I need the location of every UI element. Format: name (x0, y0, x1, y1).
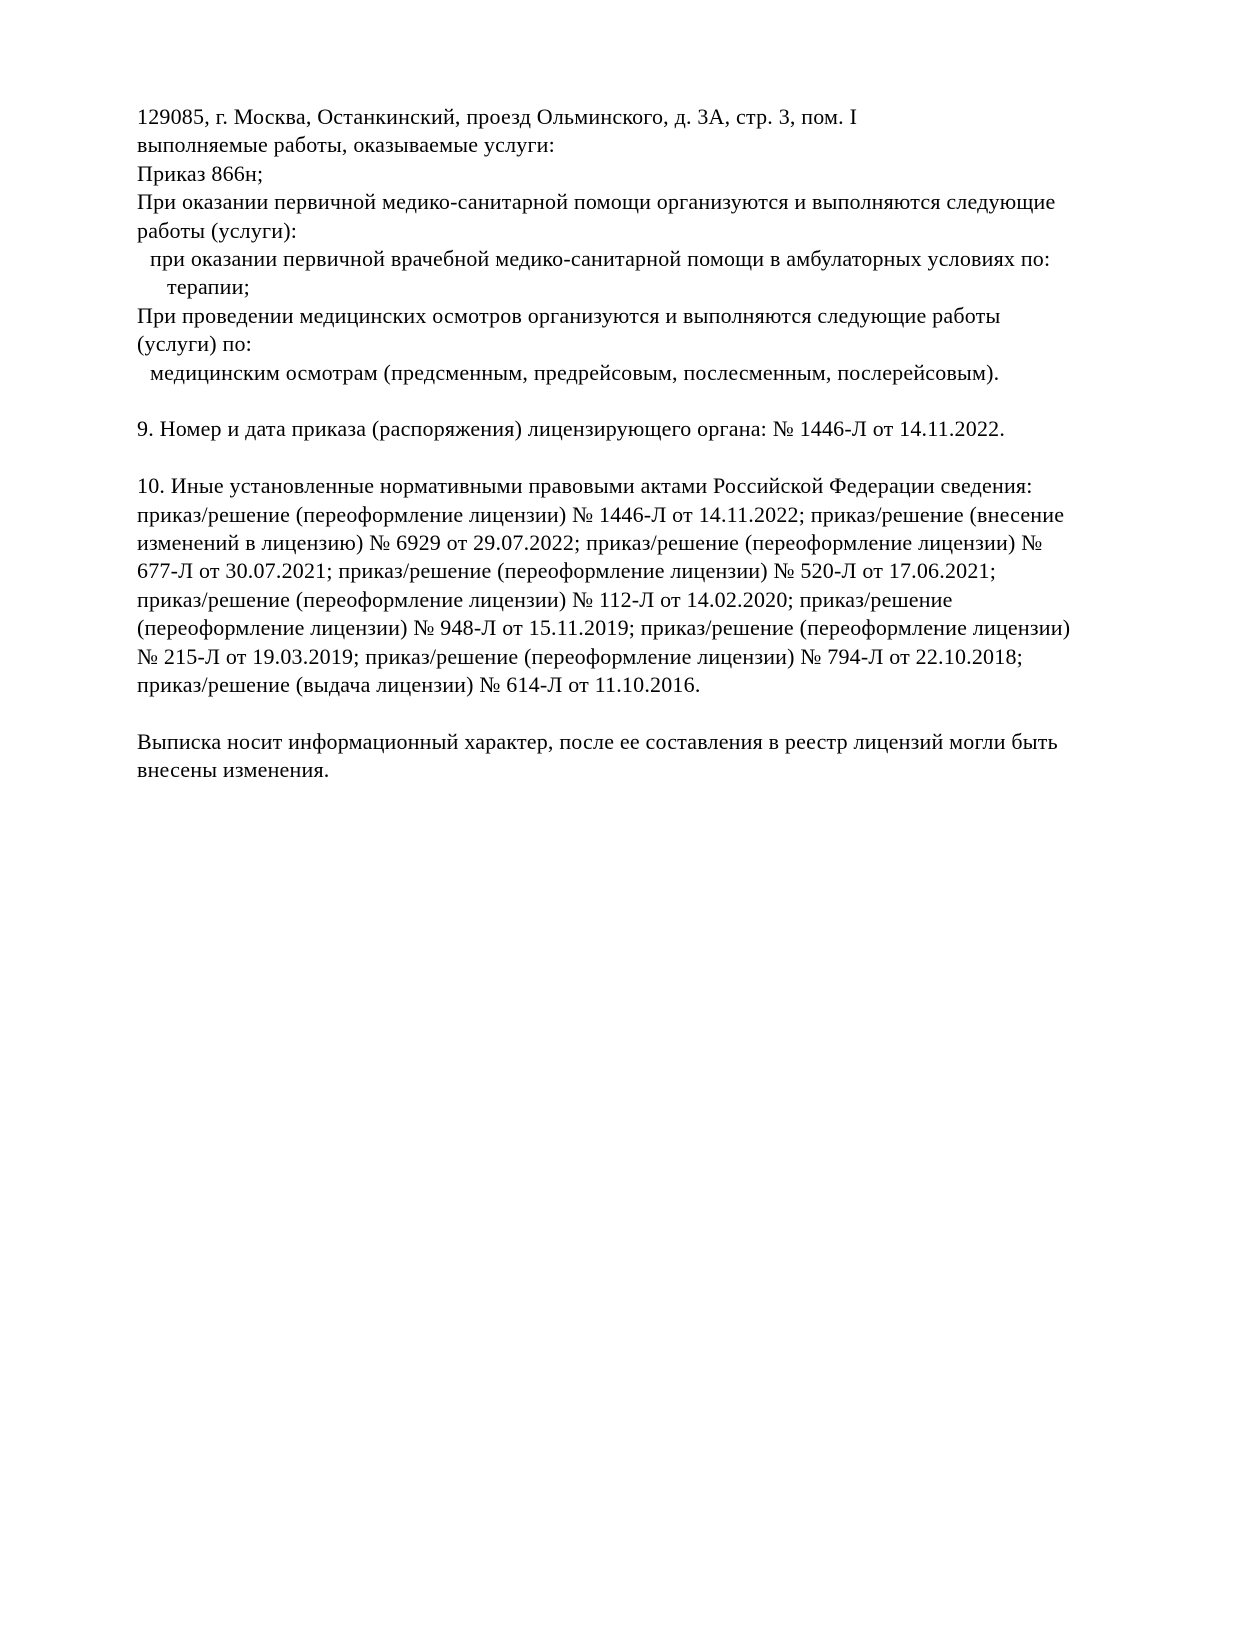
item10-header-line: 10. Иные установленные нормативными правовыми актами Российской Федерации сведения: (137, 473, 1033, 499)
item10-line-6: (переоформление лицензии) № 948-Л от 15.11.2019; приказ/решение (переоформление лицензии) (137, 615, 1071, 641)
item10-line-4: 677-Л от 30.07.2021; приказ/решение (переоформление лицензии) № 520-Л от 17.06.2021; (137, 558, 997, 584)
outpatient-care-line: при оказании первичной врачебной медико-санитарной помощи в амбулаторных условиях по: (150, 246, 1051, 272)
medical-exams-intro-line-2: (услуги) по: (137, 331, 252, 357)
section-item-10 (137, 472, 1172, 699)
primary-care-intro-line-1: При оказании первичной медико-санитарной помощи организуются и выполняются следующие (137, 189, 1056, 215)
order-866n-line: Приказ 866н; (137, 160, 264, 186)
medical-exams-list-line: медицинским осмотрам (предсменным, предрейсовым, послесменным, послерейсовым). (150, 359, 1000, 385)
item10-line-5: приказ/решение (переоформление лицензии) № 112-Л от 14.02.2020; приказ/решение (137, 586, 953, 612)
item10-line-7: № 215-Л от 19.03.2019; приказ/решение (переоформление лицензии) № 794-Л от 22.10.2018; (137, 643, 1023, 669)
license-extract-text (137, 103, 1172, 785)
item10-line-8: приказ/решение (выдача лицензии) № 614-Л от 11.10.2016. (137, 672, 701, 698)
address-line: 129085, г. Москва, Останкинский, проезд Ольминского, д. 3А, стр. 3, пом. I (137, 104, 858, 129)
disclaimer-line-2: внесены изменения. (137, 757, 330, 783)
disclaimer-line-1: Выписка носит информационный характер, после ее составления в реестр лицензий могли быть (137, 728, 1058, 754)
medical-exams-intro-line-1: При проведении медицинских осмотров организуются и выполняются следующие работы (137, 302, 1001, 328)
section-disclaimer (137, 728, 1172, 785)
item10-line-3: изменений в лицензию) № 6929 от 29.07.2022; приказ/решение (переоформление лицензии) № (137, 530, 1043, 556)
works-services-label: выполняемые работы, оказываемые услуги: (137, 132, 555, 158)
therapy-line: терапии; (167, 274, 250, 300)
section-item-9 (137, 415, 1172, 443)
item9-order-number-line: 9. Номер и дата приказа (распоряжения) лицензирующего органа: № 1446-Л от 14.11.2022. (137, 416, 1006, 442)
item10-line-2: приказ/решение (переоформление лицензии) № 1446-Л от 14.11.2022; приказ/решение (внесение (137, 501, 1065, 527)
section-address-and-works (137, 103, 1172, 387)
primary-care-intro-line-2: работы (услуги): (137, 217, 298, 243)
